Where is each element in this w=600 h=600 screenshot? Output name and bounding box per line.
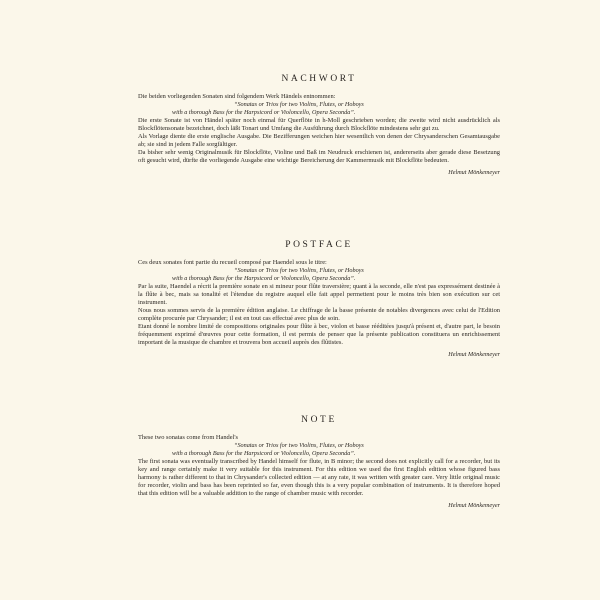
nachwort-section xyxy=(138,74,500,176)
postface-intro: Ces deux sonates font partie du recueil composé par Haendel sous le titre: xyxy=(138,259,327,266)
postface-quote xyxy=(138,267,500,283)
nachwort-quote-line2: with a thorough Bass for the Harpsicord or Violoncello, Opera Seconda”. xyxy=(172,108,356,116)
postface-paragraph-3: Etant donné le nombre limité de compositions originales pour flûte à bec, violon et basse rééditées jusqu'à présent et, d'autre part, le besoin fréquemment exprimé d'œuvres pour cette formation, il est permis de penser que la présente publication constituera un enrichissement important de la musique de chambre et trouvera bon accueil auprès des flûtistes. xyxy=(138,323,500,347)
postface-section xyxy=(138,240,500,358)
nachwort-paragraph-3: Da bisher sehr wenig Originalmusik für Blockflöte, Violine und Baß im Neudruck erschienen ist, andererseits aber gerade diese Besetzung oft gesucht wird, dürfte die vorliegende Ausgabe eine wichtige Bereicherung der Kammermusik mit Blockflöte bedeuten. xyxy=(138,149,500,165)
nachwort-signature: Helmut Mönkemeyer xyxy=(448,169,500,177)
postface-signature: Helmut Mönkemeyer xyxy=(448,351,500,359)
note-quote xyxy=(138,442,500,458)
nachwort-paragraph-2: Als Vorlage diente die erste englische Ausgabe. Die Bezifferungen weichen hier wesentlich von denen der Chrysanderschen Gesamtausgabe ab; sie sind in jedem Falle sorgfältiger. xyxy=(138,132,500,148)
postface-quote-line2: with a thorough Bass for the Harpsicord or Violoncello, Opera Seconda”. xyxy=(172,274,356,282)
note-quote-line2: with a thorough Bass for the Harpsicord or Violoncello, Opera Seconda”. xyxy=(172,449,356,457)
note-quote-line1: “Sonatas or Trios for two Violins, Flutes, or Hoboys xyxy=(234,442,364,450)
postface-paragraph-2: Nous nous sommes servis de la première édition anglaise. Le chiffrage de la basse présente de notables divergences avec celui de l'Edition complète procurée par Chrysander; il est en tout cas effectué avec plus de soin. xyxy=(138,306,500,323)
nachwort-heading: NACHWORT xyxy=(281,74,357,84)
note-signature: Helmut Mönkemeyer xyxy=(448,502,500,510)
note-section xyxy=(138,415,500,509)
note-intro: These two sonatas come from Handel's xyxy=(138,434,239,441)
postface-heading: POSTFACE xyxy=(285,240,353,250)
nachwort-quote xyxy=(138,101,500,117)
nachwort-intro: Die beiden vorliegenden Sonaten sind folgendem Werk Händels entnommen: xyxy=(138,93,336,100)
nachwort-quote-line1: “Sonatas or Trios for two Violins, Flutes, or Hoboys xyxy=(234,101,364,109)
nachwort-paragraph-1: Die erste Sonate ist von Händel später noch einmal für Querflöte in h-Moll geschrieben worden; die zweite wird nicht ausdrücklich als Blockflötensonate bezeichnet, doch läßt Tonart und Umfang die Ausführung durch Blockflöte mindestens sehr gut zu. xyxy=(138,116,500,132)
postface-quote-line1: “Sonatas or Trios for two Violins, Flutes, or Hoboys xyxy=(234,267,364,275)
note-paragraph-1: The first sonata was eventually transcribed by Handel himself for flute, in B minor; the second does not explicitly call for a recorder, but its key and range certainly make it very suitable for this instrument. For this edition we used the first English edition whose figured bass harmony is rather different to that in Chrysander's collected edition — at any rate, it was written with greater care. Very little original music for recorder, violin and bass has been reprinted so far, even though this is a very popular combination of instruments. It is therefore hoped that this edition will be a valuable addition to the range of chamber music with recorder. xyxy=(138,457,500,498)
note-heading: NOTE xyxy=(301,415,337,425)
postface-paragraph-1: Par la suite, Haendel a récrit la première sonate en si mineur pour flûte traversière; quant à la seconde, elle n'est pas expressément destinée à la flûte à bec, mais sa tonalité et l'étendue du registre auquel elle fait appel permettent pour le moins très bien son exécution sur cet instrument. xyxy=(138,282,500,306)
